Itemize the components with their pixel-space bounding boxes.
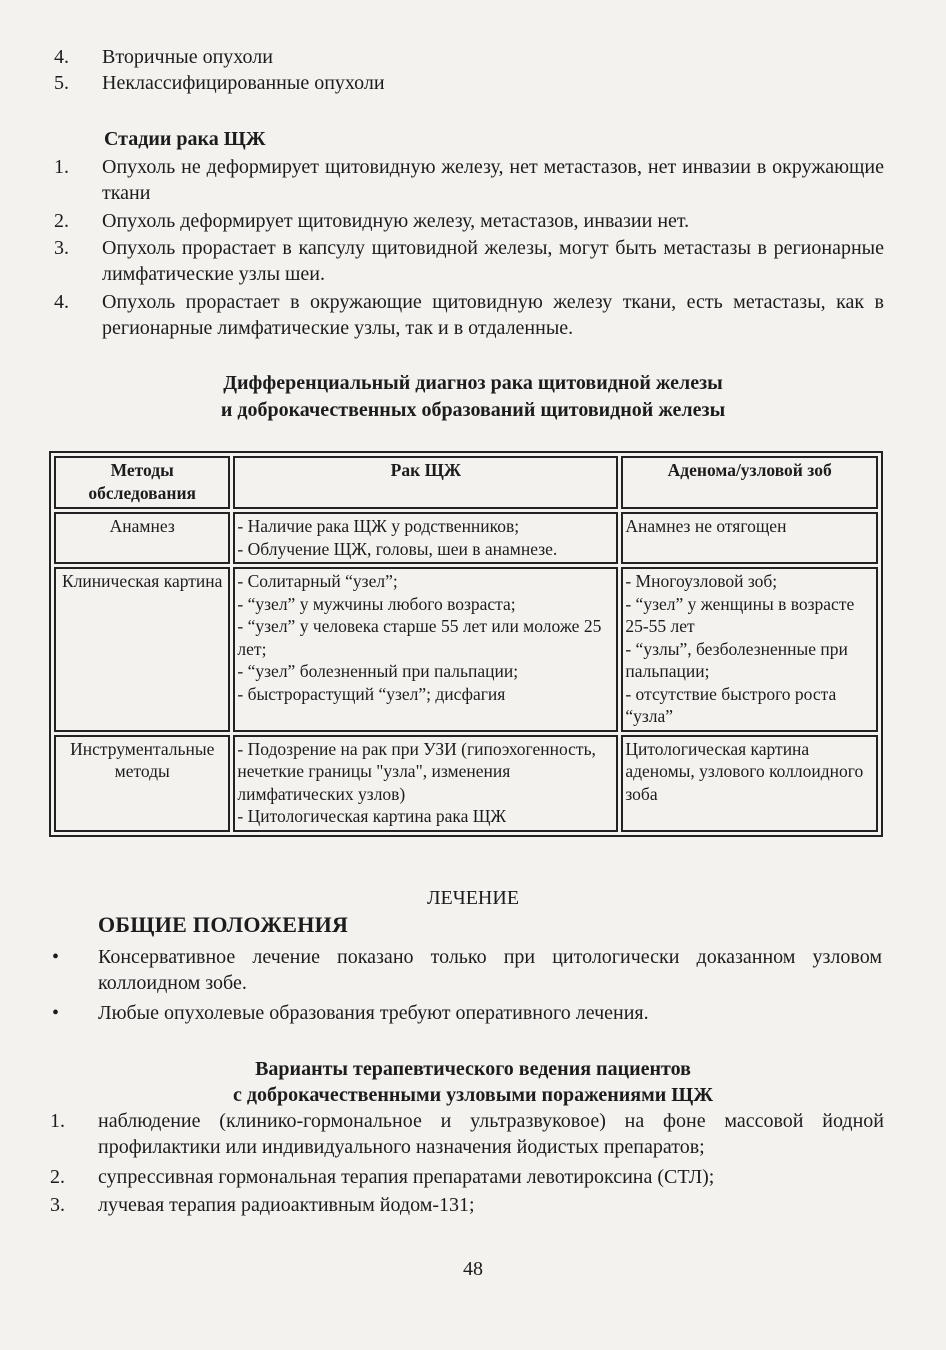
bullet-icon: •: [52, 946, 60, 968]
treatment-heading: ЛЕЧЕНИЕ: [426, 887, 520, 909]
list-item-number: 5.: [54, 72, 69, 94]
cell-line: - “узел” у человека старше 55 лет или моложе 25 лет;: [237, 616, 602, 659]
list-item-text: Опухоль деформирует щитовидную железу, метастазов, инвазии нет.: [102, 210, 690, 232]
table-row: [54, 567, 878, 732]
cell-line: - Цитологическая картина рака ЩЖ: [237, 806, 507, 826]
cell-line: - отсутствие быстрого роста “узла”: [625, 683, 837, 726]
cell-line: Цитологическая картина аденомы, узлового коллоидного зоба: [625, 738, 864, 804]
bullet-item: [0, 944, 946, 996]
table-header-row: [54, 456, 878, 509]
method-cell: Инструментальные методы: [54, 735, 230, 832]
classification-list-end: [0, 44, 946, 96]
stages-heading: Стадии рака ЩЖ: [104, 128, 266, 150]
variants-title-line1: Варианты терапевтического ведения пациентов: [255, 1058, 691, 1080]
cell-line: - Наличие рака ЩЖ у родственников;: [237, 516, 520, 536]
list-item-number: 2.: [50, 1166, 65, 1188]
list-item: [0, 289, 946, 341]
list-item-number: 1.: [54, 156, 69, 178]
list-item-text: Опухоль прорастает в капсулу щитовидной железы, могут быть метастазы в регионарные лимфатические узлы шеи.: [102, 237, 884, 285]
list-item-text: Опухоль не деформирует щитовидную железу, нет метастазов, нет инвазии в окружающие ткани: [102, 156, 884, 204]
list-item: [0, 1192, 946, 1218]
method-cell: Клиническая картина: [54, 567, 230, 732]
cell-line: - “узел” болезненный при пальпации;: [237, 661, 519, 681]
diff-title-line1: Дифференциальный диагноз рака щитовидной железы: [223, 372, 723, 394]
cancer-cell: [233, 567, 618, 732]
cell-line: - Подозрение на рак при УЗИ (гипоэхогенность, нечеткие границы "узла", изменения лимфатических узлов): [237, 738, 596, 804]
list-item: [0, 1164, 946, 1190]
cell-line: - “узел” у мужчины любого возраста;: [237, 593, 516, 614]
list-item-text: Опухоль прорастает в окружающие щитовидную железу ткани, есть метастазы, как в регионарные лимфатические узлы, так и в отдаленные.: [102, 291, 884, 339]
list-item-text: Вторичные опухоли: [102, 46, 273, 68]
variants-list: [0, 1108, 946, 1218]
list-item: [0, 44, 946, 70]
table-row: [54, 512, 878, 564]
cell-line: Анамнез не отягощен: [625, 516, 787, 536]
table-row: [54, 735, 878, 832]
list-item-number: 4.: [54, 46, 69, 68]
list-item-text: наблюдение (клинико-гормональное и ультразвуковое) на фоне массовой йодной профилактики или индивидуального назначения йодистых препаратов;: [98, 1110, 884, 1158]
list-item-number: 3.: [54, 237, 69, 259]
adenoma-cell: [621, 512, 878, 564]
cell-line: - “узел” у женщины в возрасте 25-55 лет: [625, 593, 855, 636]
diff-title-line2: и доброкачественных образований щитовидной железы: [220, 399, 726, 421]
bullet-text: Консервативное лечение показано только при цитологически доказанном узловом коллоидном зобе.: [98, 946, 882, 994]
list-item-number: 3.: [50, 1194, 65, 1216]
bullet-icon: •: [52, 1002, 60, 1024]
cell-line: - быстрорастущий “узел”; дисфагия: [237, 683, 506, 704]
list-item: [0, 1108, 946, 1160]
bullet-item: [0, 1000, 946, 1026]
variants-title-line2: с доброкачественными узловыми поражениями ЩЖ: [233, 1084, 713, 1106]
header-cancer: Рак ЩЖ: [233, 456, 618, 509]
list-item-number: 2.: [54, 210, 69, 232]
adenoma-cell: [621, 735, 878, 832]
list-item-text: Неклассифицированные опухоли: [102, 72, 385, 94]
header-adenoma: Аденома/узловой зоб: [621, 456, 878, 509]
cell-line: - Облучение ЩЖ, головы, шеи в анамнезе.: [237, 538, 558, 559]
list-item: [0, 208, 946, 234]
list-item: [0, 235, 946, 287]
bullet-text: Любые опухолевые образования требуют оперативного лечения.: [98, 1002, 649, 1024]
stages-list: [0, 154, 946, 341]
cancer-cell: [233, 512, 618, 564]
cell-line: - Солитарный “узел”;: [237, 571, 398, 591]
list-item: [0, 70, 946, 96]
cell-line: - Многоузловой зоб;: [625, 571, 778, 591]
list-item-text: лучевая терапия радиоактивным йодом-131;: [98, 1194, 475, 1216]
page-number: 48: [463, 1258, 483, 1280]
general-provisions-heading: ОБЩИЕ ПОЛОЖЕНИЯ: [98, 912, 349, 937]
adenoma-cell: [621, 567, 878, 732]
list-item-number: 1.: [50, 1110, 65, 1132]
cancer-cell: [233, 735, 618, 832]
list-item-text: супрессивная гормональная терапия препаратами левотироксина (СТЛ);: [98, 1166, 715, 1188]
list-item-number: 4.: [54, 291, 69, 313]
cell-line: - “узлы”, безболезненные при пальпации;: [625, 638, 848, 681]
list-item: [0, 154, 946, 206]
diff-diagnosis-table: [49, 451, 883, 837]
header-methods: Методы обследования: [54, 456, 230, 509]
method-cell: Анамнез: [54, 512, 230, 564]
